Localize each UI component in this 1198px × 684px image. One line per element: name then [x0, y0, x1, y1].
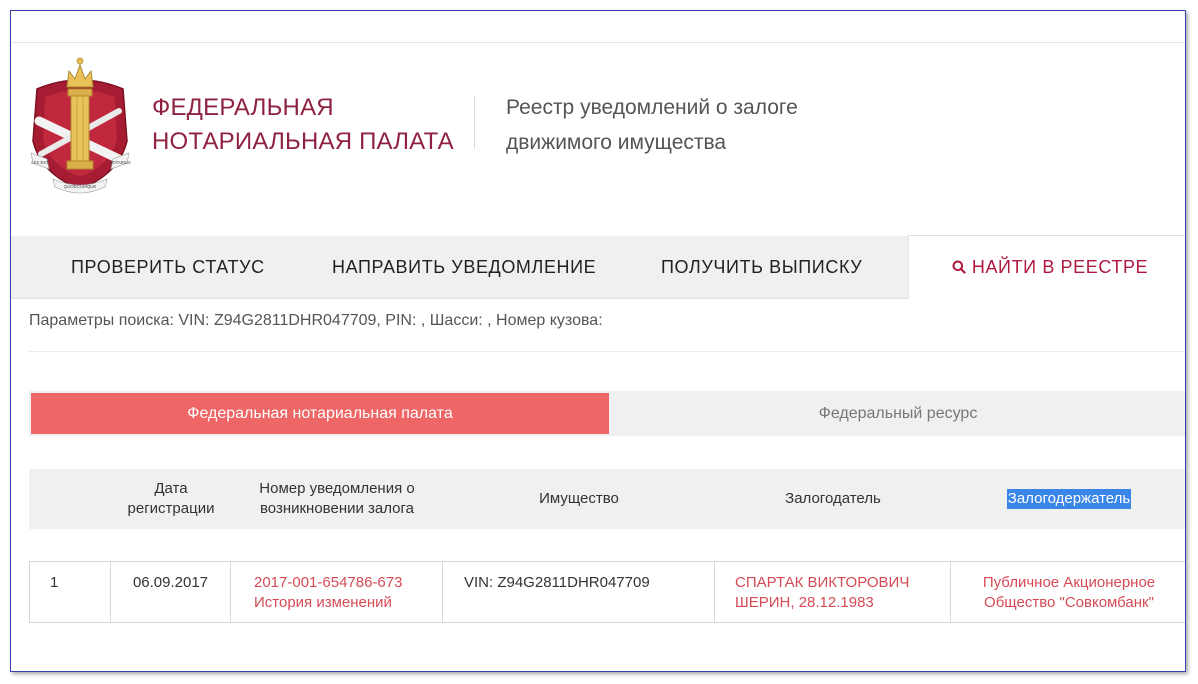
org-name[interactable]: [152, 91, 462, 159]
row-notification-cell: [231, 562, 443, 622]
search-params: Параметры поиска: VIN: Z94G2811DHR047709, PIN: , Шасси: , Номер кузова:: [29, 312, 603, 329]
nav-find-in-registry-label: НАЙТИ В РЕЕСТРЕ: [971, 257, 1149, 277]
results-table-header: [29, 469, 1186, 529]
header-date-line1: Дата: [154, 480, 188, 497]
org-name-line2: НОТАРИАЛЬНАЯ ПАЛАТА: [152, 128, 454, 155]
header-notification-number: [231, 469, 443, 529]
header-number-line1: Номер уведомления о: [259, 480, 415, 497]
tab-federal-resource[interactable]: Федеральный ресурс: [818, 405, 978, 422]
tab-federal-notary-chamber[interactable]: Федеральная нотариальная палата: [31, 393, 609, 434]
params-divider: [29, 351, 1186, 352]
pledgor-line2[interactable]: ШЕРИН, 28.12.1983: [735, 594, 874, 611]
notary-chamber-logo: [27, 49, 133, 197]
row-date: 06.09.2017: [111, 562, 231, 622]
org-name-line1: ФЕДЕРАЛЬНАЯ: [152, 94, 334, 121]
header-pledgee-selected: Залогодержатель: [1007, 490, 1131, 507]
registry-title-line1: Реестр уведомлений о залоге: [506, 96, 798, 119]
change-history-link[interactable]: История изменений: [254, 594, 392, 611]
header-property: Имущество: [539, 490, 619, 507]
main-nav: [11, 236, 1185, 299]
registry-title: [506, 90, 906, 160]
row-pledgor-cell[interactable]: [715, 562, 951, 622]
top-divider: [11, 42, 1185, 43]
pledgor-line1[interactable]: СПАРТАК ВИКТОРОВИЧ: [735, 574, 910, 591]
header-divider: [474, 97, 475, 149]
row-pledgee-cell[interactable]: [951, 562, 1186, 622]
header-pledgee: [951, 469, 1186, 529]
header-number-line2: возникновении залога: [259, 500, 414, 517]
nav-get-extract[interactable]: ПОЛУЧИТЬ ВЫПИСКУ: [661, 257, 863, 277]
header-pledgor: Залогодатель: [785, 490, 881, 507]
header-registration-date: [111, 469, 231, 529]
header-date-line2: регистрации: [127, 500, 215, 517]
notification-number-link[interactable]: 2017-001-654786-673: [254, 574, 403, 591]
logo-motto-right: NOTARIUS: [109, 160, 131, 165]
pledgee-line2[interactable]: Общество "Совкомбанк": [984, 594, 1154, 611]
nav-find-in-registry[interactable]: [908, 235, 1186, 299]
row-property: VIN: Z94G2811DHR047709: [443, 562, 715, 622]
source-tabs: [29, 391, 1186, 436]
browser-frame: [10, 10, 1186, 672]
pledgee-line1[interactable]: Публичное Акционерное: [982, 574, 1156, 591]
nav-check-status[interactable]: ПРОВЕРИТЬ СТАТУС: [71, 257, 265, 277]
logo-motto-bottom: QUODCUMQUE: [63, 184, 97, 189]
search-icon: [952, 260, 966, 274]
nav-send-notification[interactable]: НАПРАВИТЬ УВЕДОМЛЕНИЕ: [332, 257, 597, 277]
table-row: [29, 561, 1186, 623]
row-index: 1: [29, 562, 111, 622]
logo-motto-left: LEX EST: [31, 160, 49, 165]
registry-title-line2: движимого имущества: [506, 131, 727, 154]
